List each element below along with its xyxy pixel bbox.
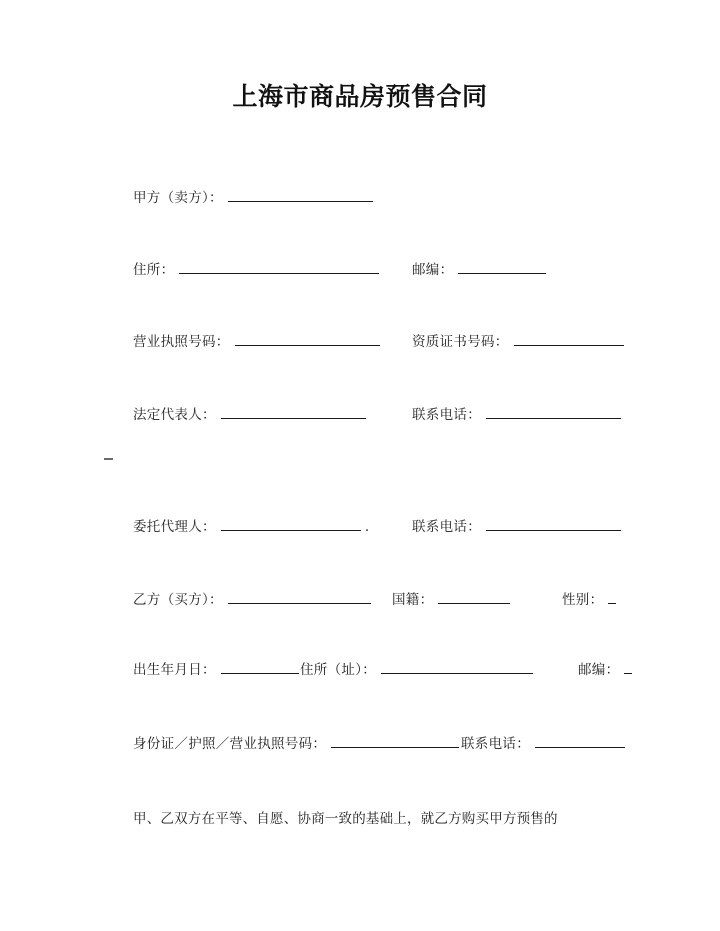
field-buyer-postcode	[578, 657, 634, 683]
form-row-authorized-agent	[0, 514, 720, 540]
qualification-certificate-number-input[interactable]	[514, 330, 624, 346]
form-row-legal-representative	[0, 402, 720, 428]
field-seller-postcode	[412, 257, 548, 283]
legal-representative-label: 法定代表人：	[133, 407, 216, 423]
legal-representative-phone-input[interactable]	[486, 403, 621, 419]
buyer-phone-input[interactable]	[535, 732, 625, 748]
margin-dash-mark	[104, 458, 113, 460]
buyer-address-input[interactable]	[381, 658, 533, 674]
business-license-number-label: 营业执照号码：	[133, 334, 230, 350]
authorized-agent-phone-input[interactable]	[486, 515, 621, 531]
buyer-phone-label: 联系电话：	[461, 736, 530, 752]
form-row-party-a	[0, 185, 720, 211]
buyer-nationality-input[interactable]	[438, 588, 510, 604]
field-business-license-number	[133, 329, 382, 355]
seller-postcode-input[interactable]	[458, 258, 546, 274]
authorized-agent-trailing-mark: .	[364, 519, 370, 535]
buyer-postcode-label: 邮编：	[578, 662, 620, 678]
buyer-id-passport-license-number-label: 身份证／护照／营业执照号码：	[133, 736, 327, 752]
form-row-seller-licenses	[0, 329, 720, 355]
authorized-agent-label: 委托代理人：	[133, 519, 216, 535]
seller-address-input[interactable]	[179, 258, 379, 274]
buyer-gender-label: 性别：	[562, 592, 604, 608]
buyer-birth-date-input[interactable]	[221, 658, 299, 674]
field-authorized-agent-phone	[412, 514, 623, 540]
field-buyer-address	[300, 657, 535, 683]
buyer-birth-date-label: 出生年月日：	[133, 662, 216, 678]
buyer-nationality-label: 国籍：	[392, 592, 434, 608]
form-row-seller-address	[0, 257, 720, 283]
field-buyer-nationality	[392, 587, 512, 613]
legal-representative-input[interactable]	[221, 403, 366, 419]
business-license-number-input[interactable]	[235, 330, 380, 346]
qualification-certificate-number-label: 资质证书号码：	[412, 334, 509, 350]
party-a-seller-input[interactable]	[228, 186, 373, 202]
party-b-buyer-label: 乙方（买方）：	[133, 592, 223, 608]
buyer-id-passport-license-number-input[interactable]	[331, 732, 459, 748]
party-b-buyer-input[interactable]	[228, 588, 371, 604]
field-legal-representative-phone	[412, 402, 623, 428]
field-legal-representative	[133, 402, 368, 428]
seller-address-label: 住所：	[133, 262, 175, 278]
buyer-address-label: 住所（址）：	[300, 662, 377, 678]
field-party-a-seller	[133, 185, 375, 211]
closing-paragraph: 甲、乙双方在平等、自愿、协商一致的基础上，就乙方购买甲方预售的	[133, 811, 558, 827]
authorized-agent-input[interactable]	[221, 515, 361, 531]
field-buyer-gender	[562, 587, 618, 613]
field-buyer-id-passport-license-number	[133, 731, 461, 757]
authorized-agent-phone-label: 联系电话：	[412, 519, 481, 535]
field-buyer-birth-date	[133, 657, 301, 683]
page-title: 上海市商品房预售合同	[232, 82, 488, 111]
field-buyer-phone	[461, 731, 627, 757]
field-party-b-buyer	[133, 587, 373, 613]
party-a-seller-label: 甲方（卖方）：	[133, 190, 223, 206]
form-row-party-b	[0, 587, 720, 613]
field-seller-address	[133, 257, 381, 283]
seller-postcode-label: 邮编：	[412, 262, 454, 278]
legal-representative-phone-label: 联系电话：	[412, 407, 481, 423]
form-row-buyer-birth-address	[0, 657, 720, 683]
field-qualification-certificate-number	[412, 329, 626, 355]
field-authorized-agent	[133, 514, 369, 540]
form-row-buyer-id-phone	[0, 731, 720, 757]
buyer-postcode-input[interactable]	[624, 658, 632, 674]
buyer-gender-input[interactable]	[608, 588, 616, 604]
